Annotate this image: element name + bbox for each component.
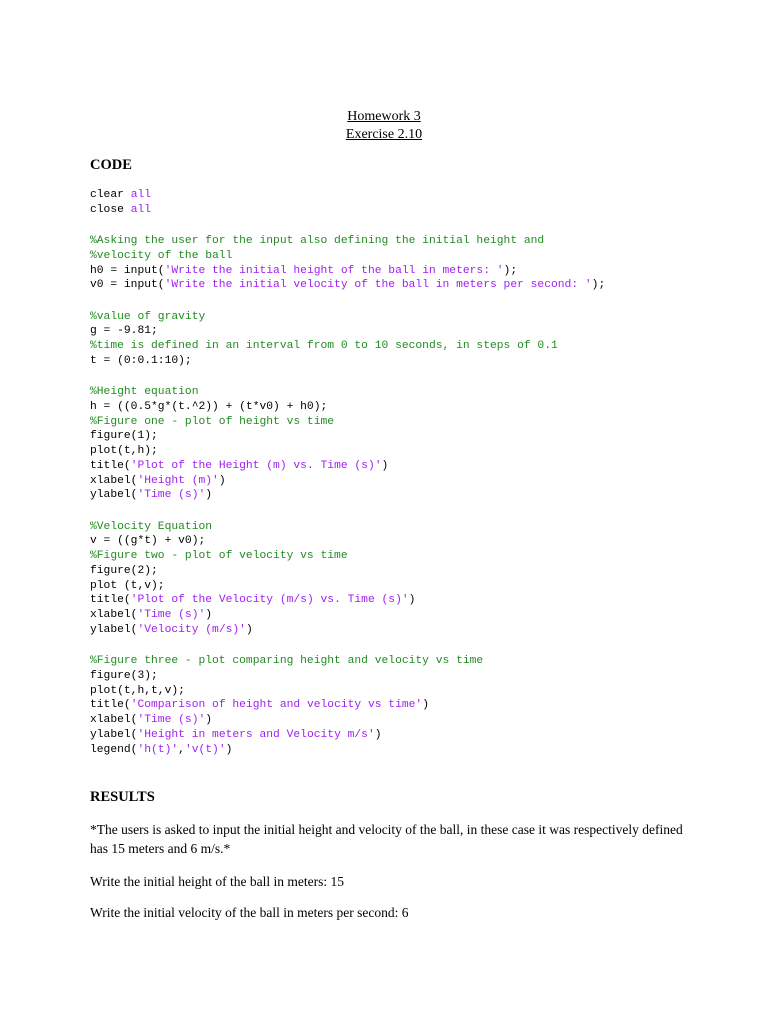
code-comment: %velocity of the ball xyxy=(90,249,233,262)
code-string: 'Time (s)' xyxy=(137,714,206,726)
code-text: close xyxy=(90,203,131,216)
code-line xyxy=(90,234,730,249)
code-string: 'Time (s)' xyxy=(137,489,206,502)
code-string: 'Write the initial velocity of the ball in meters per second: ' xyxy=(164,279,592,292)
code-text: ) xyxy=(205,714,213,726)
code-blank-line xyxy=(90,503,730,520)
code-line xyxy=(90,310,730,325)
code-text: ) xyxy=(205,489,213,502)
code-line xyxy=(90,684,730,699)
code-text: xlabel( xyxy=(90,714,138,726)
code-text: h0 = input( xyxy=(90,264,165,277)
code-line xyxy=(90,203,730,218)
code-line xyxy=(90,623,730,638)
code-text: ) xyxy=(245,623,253,636)
code-line xyxy=(90,698,730,713)
results-note: *The users is asked to input the initial height and velocity of the ball, in these case it was respectively defined has 15 meters and 6 m/s.* xyxy=(90,822,683,856)
code-comment: %value of gravity xyxy=(90,310,206,323)
code-line xyxy=(90,593,730,608)
code-comment: %time is defined in an interval from 0 to 10 seconds, in steps of 0.1 xyxy=(90,340,558,352)
code-comment: %Height equation xyxy=(90,386,199,398)
code-string: 'Comparison of height and velocity vs time' xyxy=(130,699,423,712)
code-line xyxy=(90,534,730,549)
code-string: 'v(t)' xyxy=(184,743,226,756)
code-text: legend( xyxy=(90,743,138,756)
code-text: xlabel( xyxy=(90,474,138,487)
document-title: Homework 3 xyxy=(347,109,421,124)
code-text: ); xyxy=(503,264,518,277)
code-blank-line xyxy=(90,638,730,655)
code-line xyxy=(90,324,730,339)
code-line xyxy=(90,459,730,474)
code-line xyxy=(90,444,730,459)
height-prompt-output: Write the initial height of the ball in meters: 15 xyxy=(90,874,345,889)
code-string: 'Plot of the Height (m) vs. Time (s)' xyxy=(130,459,382,472)
document-subtitle: Exercise 2.10 xyxy=(345,127,423,142)
code-text: ) xyxy=(374,728,382,741)
code-text: , xyxy=(178,743,185,756)
code-text: ) xyxy=(205,609,213,621)
code-string: 'Write the initial height of the ball in meters: ' xyxy=(164,264,504,277)
code-string: 'h(t)' xyxy=(137,743,179,756)
code-blank-line xyxy=(90,369,730,386)
code-text: ylabel( xyxy=(90,623,138,636)
code-line xyxy=(90,713,730,728)
code-line xyxy=(90,654,730,669)
code-text: ylabel( xyxy=(90,728,138,741)
code-line xyxy=(90,743,730,758)
code-text: plot(t,h,t,v); xyxy=(90,684,185,697)
code-text: ); xyxy=(591,279,606,292)
code-text: figure(3); xyxy=(90,669,158,682)
code-text: h = ((0.5*g*(t.^2)) + (t*v0) + h0); xyxy=(90,400,328,413)
code-text: ) xyxy=(381,459,389,472)
code-line xyxy=(90,249,730,264)
code-text: g = -9.81; xyxy=(90,325,158,338)
code-string: all xyxy=(130,203,152,216)
code-heading: CODE xyxy=(90,157,132,173)
code-comment: %Velocity Equation xyxy=(90,520,213,533)
code-text: title( xyxy=(90,594,131,607)
code-text: v0 = input( xyxy=(90,279,165,292)
code-string: all xyxy=(130,189,152,201)
code-text: plot(t,h); xyxy=(90,445,158,457)
code-line xyxy=(90,354,730,369)
code-text: title( xyxy=(90,699,131,712)
code-text: plot (t,v); xyxy=(90,579,165,592)
code-text: t = (0:0.1:10); xyxy=(90,354,192,367)
code-string: 'Height in meters and Velocity m/s' xyxy=(137,728,375,741)
code-line xyxy=(90,669,730,684)
code-comment: %Asking the user for the input also defining the initial height and xyxy=(90,235,545,247)
code-text: ) xyxy=(218,474,226,487)
code-text: ylabel( xyxy=(90,489,138,502)
code-text: ) xyxy=(225,743,233,756)
code-text: title( xyxy=(90,459,131,472)
code-line xyxy=(90,564,730,579)
code-line xyxy=(90,400,730,415)
code-line xyxy=(90,339,730,354)
code-comment: %Figure three - plot comparing height and velocity vs time xyxy=(90,655,484,667)
code-line xyxy=(90,188,730,203)
code-text: ) xyxy=(422,699,429,712)
code-comment: %Figure one - plot of height vs time xyxy=(90,415,335,428)
code-text: clear xyxy=(90,189,131,201)
code-line xyxy=(90,278,730,293)
velocity-prompt-output: Write the initial velocity of the ball in meters per second: 6 xyxy=(90,905,409,920)
code-blank-line xyxy=(90,293,730,310)
code-line xyxy=(90,474,730,489)
code-comment: %Figure two - plot of velocity vs time xyxy=(90,550,348,562)
code-line xyxy=(90,488,730,503)
code-text: ) xyxy=(408,594,416,607)
code-line xyxy=(90,385,730,400)
code-line xyxy=(90,264,730,279)
code-line xyxy=(90,549,730,564)
results-heading: RESULTS xyxy=(90,789,155,805)
code-string: 'Height (m)' xyxy=(137,474,219,487)
code-text: figure(1); xyxy=(90,430,158,443)
code-line xyxy=(90,520,730,535)
code-text: xlabel( xyxy=(90,609,138,621)
code-line xyxy=(90,608,730,623)
code-block xyxy=(90,188,730,757)
code-text: figure(2); xyxy=(90,564,158,577)
code-line xyxy=(90,728,730,743)
code-line xyxy=(90,429,730,444)
code-blank-line xyxy=(90,218,730,235)
code-text: v = ((g*t) + v0); xyxy=(90,535,206,548)
code-string: 'Time (s)' xyxy=(137,609,206,621)
code-line xyxy=(90,415,730,430)
code-string: 'Velocity (m/s)' xyxy=(137,623,246,636)
code-string: 'Plot of the Velocity (m/s) vs. Time (s)' xyxy=(130,594,409,607)
code-line xyxy=(90,579,730,594)
